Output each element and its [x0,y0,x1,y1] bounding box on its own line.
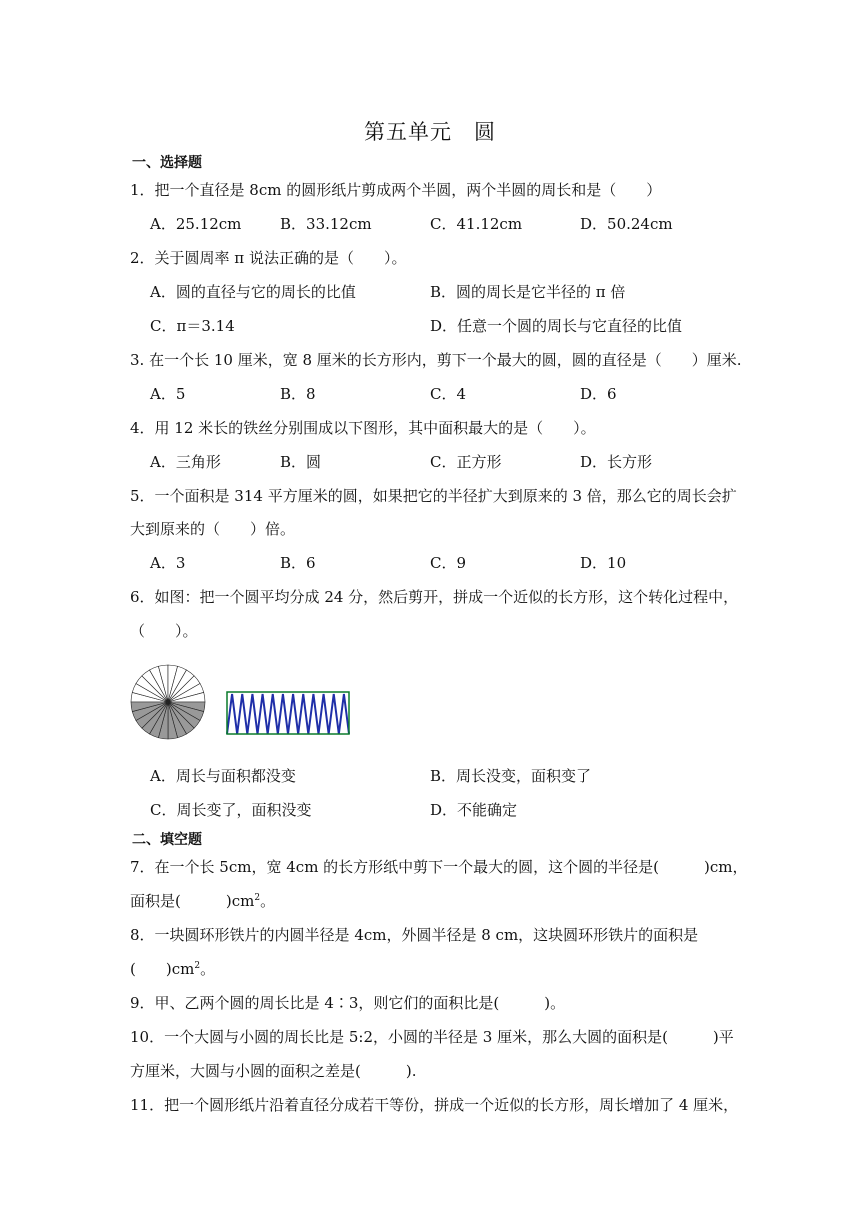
question-11-line-1: 11．把一个圆形纸片沿着直径分成若干等份，拼成一个近似的长方形，周长增加了 4 厘米， [130,1096,739,1114]
question-6-option-b: B．周长没变，面积变了 [430,767,592,785]
question-8-exponent: 2 [194,961,201,971]
question-3-stem: 3. 在一个长 10 厘米，宽 8 厘米的长方形内，剪下一个最大的圆，圆的直径是（ ）厘米. [130,351,742,369]
question-7-line-2-end: 。 [260,892,276,910]
question-2-stem: 2．关于圆周率 π 说法正确的是（ ）。 [130,249,407,267]
question-4-stem: 4．用 12 米长的铁丝分别围成以下图形，其中面积最大的是（ ）。 [130,419,596,437]
divided-circle [131,665,205,739]
question-4-option-b: B．圆 [280,453,322,471]
question-3-option-b: B．8 [280,385,316,403]
question-1-stem: 1．把一个直径是 8cm 的圆形纸片剪成两个半圆，两个半圆的周长和是（ ） [130,181,662,199]
question-7-line-2-text: 面积是( )cm [130,892,255,910]
question-4-option-c: C．正方形 [430,453,502,471]
question-1-option-c: C．41.12cm [430,215,523,233]
question-5-stem-line-2: 大到原来的（ ）倍。 [130,520,296,538]
question-4-option-a: A．三角形 [150,453,221,471]
question-6-option-a: A．周长与面积都没变 [150,767,296,785]
question-6-stem-line-1: 6．如图：把一个圆平均分成 24 分，然后剪开，拼成一个近似的长方形，这个转化过程中， [130,588,739,606]
section-fill-heading: 二、填空题 [132,832,202,848]
rectangle-zigzag-edges [227,694,349,734]
question-8-line-1: 8．一块圆环形铁片的内圆半径是 4cm，外圆半径是 8 cm，这块圆环形铁片的面积是 [130,926,699,944]
question-3-option-d: D．6 [580,385,617,403]
question-2-option-a: A．圆的直径与它的周长的比值 [150,283,356,301]
question-5-option-c: C．9 [430,554,467,572]
question-1-option-d: D．50.24cm [580,215,673,233]
question-6-option-c: C．周长变了，面积没变 [150,801,312,819]
question-1-option-b: B．33.12cm [280,215,372,233]
question-5-option-b: B．6 [280,554,316,572]
question-6-option-d: D．不能确定 [430,801,518,819]
page-title: 第五单元 圆 [364,120,496,144]
question-7-line-2 [130,890,275,911]
question-6-stem-line-2: （ ）。 [130,622,198,640]
question-10-line-1: 10．一个大圆与小圆的周长比是 5:2，小圆的半径是 3 厘米，那么大圆的面积是( )平 [130,1028,734,1046]
question-8-line-2 [130,958,215,979]
circle-to-rectangle-figure [130,660,360,742]
question-5-option-a: A．3 [150,554,186,572]
question-8-line-2-text: ( )cm [130,960,195,978]
question-2-option-b: B．圆的周长是它半径的 π 倍 [430,283,626,301]
question-1-option-a: A．25.12cm [150,215,242,233]
question-5-option-d: D．10 [580,554,627,572]
question-7-exponent: 2 [254,893,261,903]
question-4-option-d: D．长方形 [580,453,653,471]
section-choice-heading: 一、选择题 [132,155,202,171]
question-3-option-a: A．5 [150,385,186,403]
question-10-line-2: 方厘米，大圆与小圆的面积之差是( ). [130,1062,417,1080]
question-5-stem-line-1: 5．一个面积是 314 平方厘米的圆，如果把它的半径扩大到原来的 3 倍，那么它的周长会扩 [130,487,737,505]
question-7-line-1: 7．在一个长 5cm，宽 4cm 的长方形纸中剪下一个最大的圆，这个圆的半径是( )cm， [130,858,748,876]
question-2-option-d: D．任意一个圆的周长与它直径的比值 [430,317,683,335]
question-8-line-2-end: 。 [200,960,216,978]
question-2-option-c: C．π＝3.14 [150,317,235,335]
question-9-line-1: 9．甲、乙两个圆的周长比是 4∶3，则它们的面积比是( )。 [130,994,566,1012]
question-3-option-c: C．4 [430,385,467,403]
approximate-rectangle [227,692,349,734]
